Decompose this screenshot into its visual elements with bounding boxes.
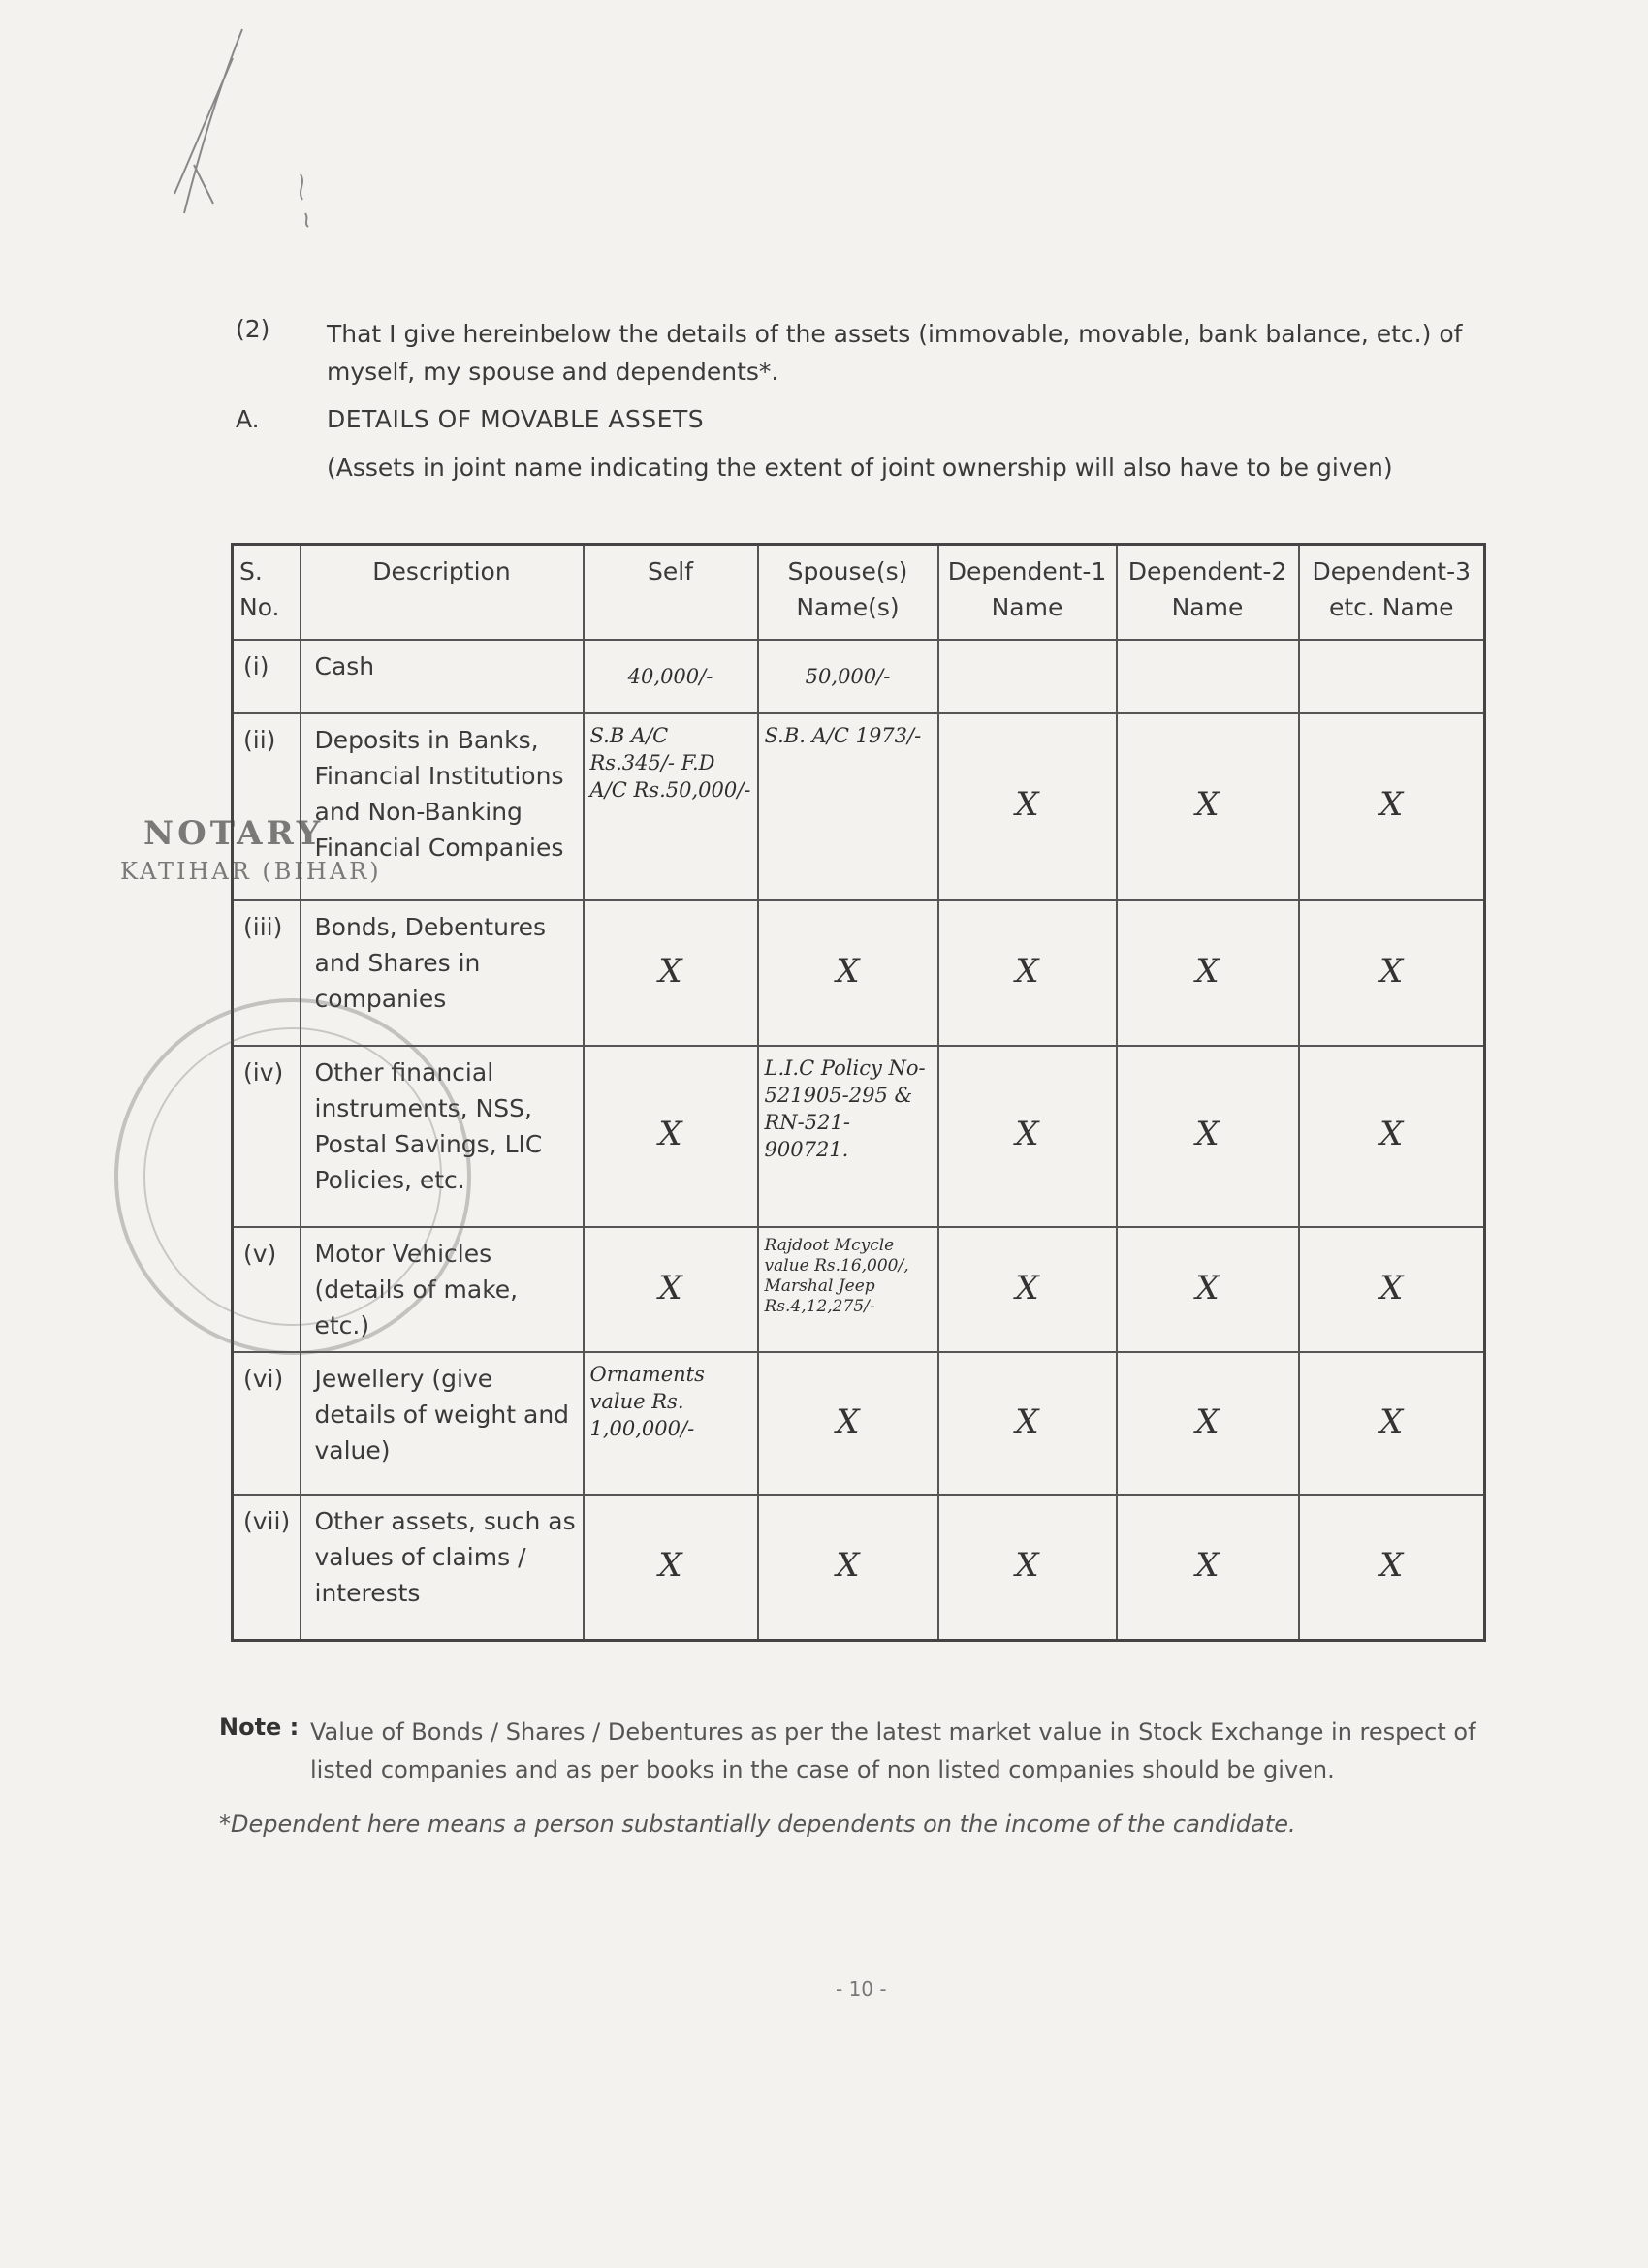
dependent-2-entry: [1117, 1495, 1299, 1641]
dependent-2-entry: [1117, 1046, 1299, 1227]
row-description: Motor Vehicles (details of make, etc.): [301, 1227, 584, 1353]
cross-mark: X: [1195, 785, 1220, 825]
section-subtitle: (Assets in joint name indicating the extent of joint ownership will also have to be given): [327, 454, 1393, 482]
row-description: Other assets, such as values of claims / interests: [301, 1495, 584, 1641]
dependent-2-entry: [1117, 1352, 1299, 1495]
spouse-entry: S.B. A/C 1973/-: [758, 713, 938, 900]
dependent-2-entry: [1117, 713, 1299, 900]
cross-mark: X: [658, 1545, 682, 1585]
dependent-1-entry: [938, 713, 1117, 900]
header-sno: S. No.: [233, 545, 301, 640]
cross-mark: X: [658, 1115, 682, 1154]
dependent-1-entry: [938, 1046, 1117, 1227]
spouse-entry: 50,000/-: [758, 640, 938, 713]
cross-mark: X: [1015, 1268, 1039, 1307]
cross-mark: X: [1379, 785, 1404, 825]
spouse-entry: [758, 1495, 938, 1641]
dependent-1-entry: [938, 1352, 1117, 1495]
self-entry: Ornaments value Rs. 1,00,000/-: [584, 1352, 758, 1495]
page-number: - 10 -: [836, 1977, 887, 2000]
notary-stamp-seal: [114, 998, 471, 1355]
cross-mark: X: [836, 1545, 860, 1585]
header-description: Description: [301, 545, 584, 640]
row-description: Jewellery (give details of weight and value): [301, 1352, 584, 1495]
row-sno: (iv): [233, 1046, 301, 1227]
dependent-3-entry: [1299, 1352, 1485, 1495]
cross-mark: X: [1015, 1115, 1039, 1154]
row-description: Other financial instruments, NSS, Postal Savings, LIC Policies, etc.: [301, 1046, 584, 1227]
header-self: Self: [584, 545, 758, 640]
header-dependent-3: Dependent-3 etc. Name: [1299, 545, 1485, 640]
row-description: Deposits in Banks, Financial Institutions and Non-Banking Financial Companies: [301, 713, 584, 900]
cross-mark: X: [1195, 1268, 1220, 1307]
cross-mark: X: [1195, 1402, 1220, 1441]
table-header-row: [233, 545, 1485, 640]
row-sno: (iii): [233, 900, 301, 1047]
table-row: [233, 1495, 1485, 1641]
dependent-3-entry: [1299, 900, 1485, 1047]
self-entry: S.B A/C Rs.345/- F.D A/C Rs.50,000/-: [584, 713, 758, 900]
cross-mark: X: [1379, 1115, 1404, 1154]
dependent-3-entry: [1299, 713, 1485, 900]
clause-number: (2): [236, 315, 270, 343]
self-entry: [584, 900, 758, 1047]
self-entry: 40,000/-: [584, 640, 758, 713]
cross-mark: X: [1379, 1545, 1404, 1585]
cross-mark: X: [658, 1268, 682, 1307]
cross-mark: X: [1195, 1115, 1220, 1154]
cross-mark: X: [836, 951, 860, 991]
dependent-1-entry: [938, 900, 1117, 1047]
cross-mark: X: [1015, 951, 1039, 991]
cross-mark: X: [1015, 1545, 1039, 1585]
row-description: Bonds, Debentures and Shares in companies: [301, 900, 584, 1047]
self-entry: [584, 1495, 758, 1641]
row-sno: (ii): [233, 713, 301, 900]
dependent-1-entry: [938, 1495, 1117, 1641]
table-row: [233, 640, 1485, 713]
pen-scribble-mark: [136, 19, 349, 281]
dependent-1-entry: [938, 1227, 1117, 1353]
cross-mark: X: [1015, 1402, 1039, 1441]
dependent-2-entry: [1117, 900, 1299, 1047]
section-title: DETAILS OF MOVABLE ASSETS: [327, 405, 705, 433]
dependent-footnote: *Dependent here means a person substantially dependents on the income of the candidate.: [219, 1811, 1296, 1838]
cross-mark: X: [836, 1402, 860, 1441]
spouse-entry: [758, 1352, 938, 1495]
notary-seal-place: KATIHAR (BIHAR): [120, 858, 382, 885]
section-letter: A.: [236, 405, 260, 433]
clause-text: That I give hereinbelow the details of the assets (immovable, movable, bank balance, etc.) of myself, my spouse and dependents*.: [327, 320, 1463, 386]
header-spouse: Spouse(s) Name(s): [758, 545, 938, 640]
cross-mark: X: [658, 951, 682, 991]
spouse-entry: Rajdoot Mcycle value Rs.16,000/, Marshal Jeep Rs.4,12,275/-: [758, 1227, 938, 1353]
row-sno: (v): [233, 1227, 301, 1353]
dependent-3-entry: [1299, 640, 1485, 713]
table-row: [233, 1352, 1485, 1495]
note-text: Value of Bonds / Shares / Debentures as per the latest market value in Stock Exchange in respect of listed companies and as per books in the case of non listed companies should be given.: [310, 1718, 1476, 1783]
cross-mark: X: [1195, 1545, 1220, 1585]
row-sno: (vii): [233, 1495, 301, 1641]
dependent-3-entry: [1299, 1046, 1485, 1227]
cross-mark: X: [1379, 1268, 1404, 1307]
row-sno: (i): [233, 640, 301, 713]
self-entry: [584, 1227, 758, 1353]
note-label: Note :: [219, 1714, 300, 1741]
stamp-inner-ring: [143, 1027, 442, 1326]
dependent-3-entry: [1299, 1495, 1485, 1641]
dependent-2-entry: [1117, 1227, 1299, 1353]
spouse-entry: L.I.C Policy No-521905-295 & RN-521-900721.: [758, 1046, 938, 1227]
cross-mark: X: [1379, 1402, 1404, 1441]
row-description: Cash: [301, 640, 584, 713]
table-row: [233, 900, 1485, 1047]
dependent-3-entry: [1299, 1227, 1485, 1353]
header-dependent-2: Dependent-2 Name: [1117, 545, 1299, 640]
notary-seal-title: NOTARY: [143, 814, 324, 853]
table-row: [233, 713, 1485, 900]
spouse-entry: [758, 900, 938, 1047]
cross-mark: X: [1195, 951, 1220, 991]
row-sno: (vi): [233, 1352, 301, 1495]
self-entry: [584, 1046, 758, 1227]
cross-mark: X: [1015, 785, 1039, 825]
header-dependent-1: Dependent-1 Name: [938, 545, 1117, 640]
dependent-2-entry: [1117, 640, 1299, 713]
dependent-1-entry: [938, 640, 1117, 713]
cross-mark: X: [1379, 951, 1404, 991]
